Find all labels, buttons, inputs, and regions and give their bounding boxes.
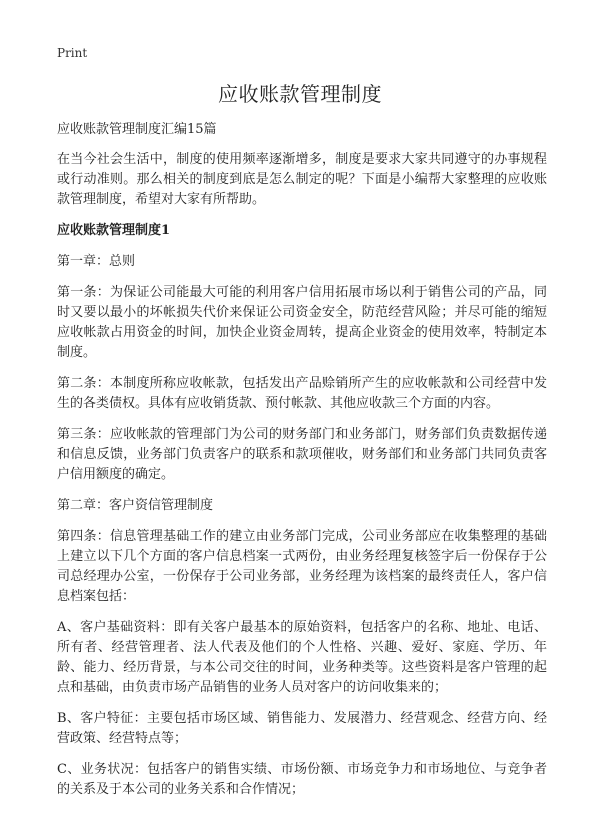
document-subtitle: 应收账款管理制度汇编15篇 bbox=[57, 122, 217, 137]
chapter-heading: 第一章：总则 bbox=[57, 254, 136, 269]
chapter-heading: 第二章：客户资信管理制度 bbox=[57, 498, 214, 513]
article-paragraph: 第一条：为保证公司能最大可能的利用客户信用拓展市场以利于销售公司的产品，同时又要以最小的坏帐损失代价来保证公司资金安全，防范经营风险；并尽可能的缩短应收帐款占用资金的时间，加快企业资金周转，提高企业资金的使用效率，特制定本制度。 bbox=[57, 285, 547, 360]
document-body bbox=[57, 120, 547, 811]
list-item: B、客户特征：主要包括市场区域、销售能力、发展潜力、经营观念、经营方向、经营政策、经营特点等； bbox=[57, 711, 547, 746]
section-heading: 应收账款管理制度1 bbox=[57, 223, 171, 238]
page-title: 应收账款管理制度 bbox=[218, 82, 382, 106]
article-paragraph: 第四条：信息管理基础工作的建立由业务部门完成，公司业务部应在收集整理的基础上建立以下几个方面的客户信息档案一式两份，由业务经理复核签字后一份保存于公司总经理办公室，一份保存于公司业务部，业务经理为该档案的最终责任人，客户信息档案包括： bbox=[57, 529, 547, 604]
article-paragraph: 第二条：本制度所称应收帐款，包括发出产品赊销所产生的应收帐款和公司经营中发生的各类债权。具体有应收销货款、预付帐款、其他应收款三个方面的内容。 bbox=[57, 376, 547, 411]
print-link[interactable]: Print bbox=[57, 46, 88, 60]
list-item: C、业务状况：包括客户的销售实绩、市场份额、市场竞争力和市场地位、与竞争者的关系及于本公司的业务关系和合作情况； bbox=[57, 762, 547, 797]
list-item: A、客户基础资料：即有关客户最基本的原始资料，包括客户的名称、地址、电话、所有者、经营管理者、法人代表及他们的个人性格、兴趣、爱好、家庭、学历、年龄、能力、经历背景，与本公司交往的时间，业务种类等。这些资料是客户管理的起点和基础，由负责市场产品销售的业务人员对客户的访问收集来的； bbox=[57, 620, 547, 695]
article-paragraph: 第三条：应收帐款的管理部门为公司的财务部门和业务部门，财务部们负责数据传递和信息反馈，业务部门负责客户的联系和款项催收，财务部们和业务部门共同负责客户信用额度的确定。 bbox=[57, 427, 547, 482]
intro-paragraph: 在当今社会生活中，制度的使用频率逐渐增多，制度是要求大家共同遵守的办事规程或行动准则。那么相关的制度到底是怎么制定的呢？下面是小编帮大家整理的应收账款管理制度，希望对大家有所帮助。 bbox=[57, 152, 547, 207]
